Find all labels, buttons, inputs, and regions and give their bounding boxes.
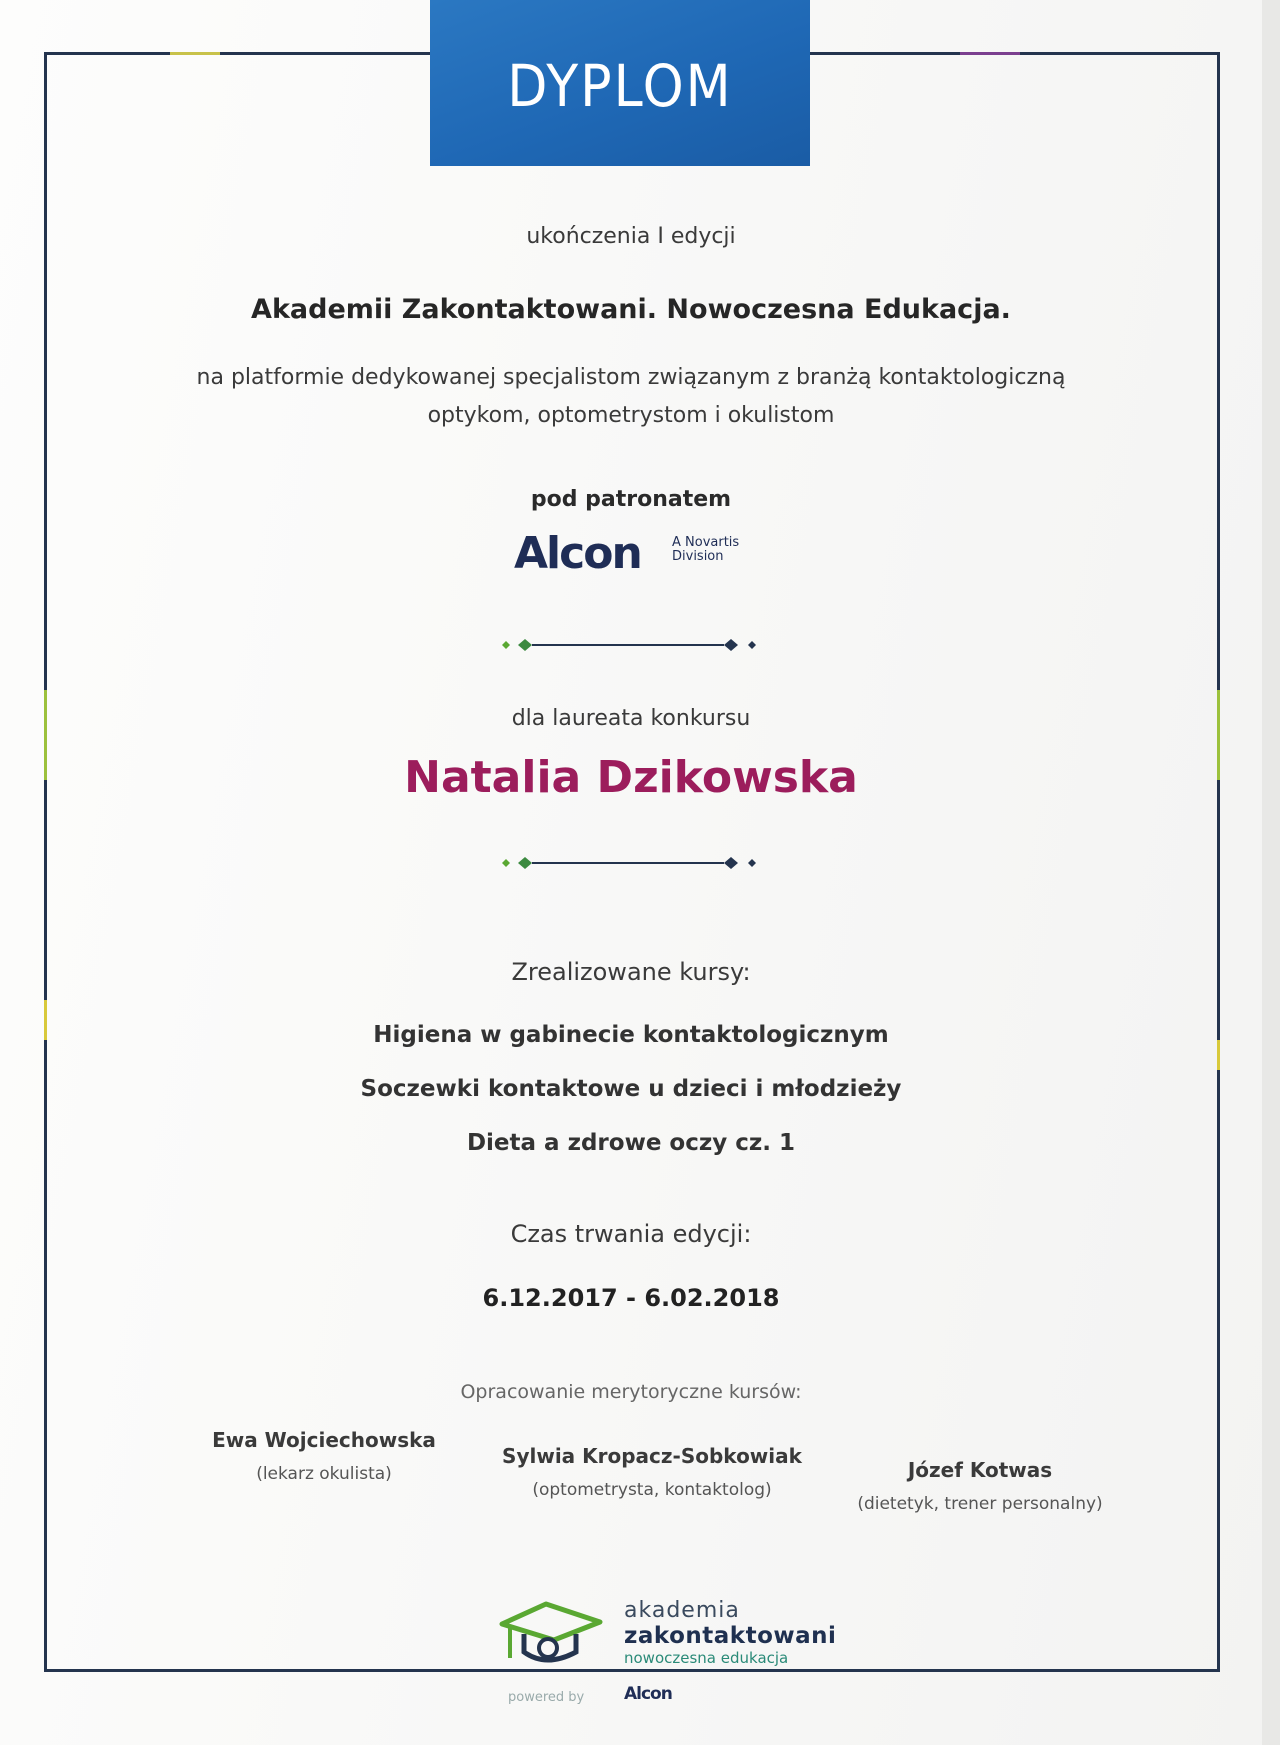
academy-title: Akademii Zakontaktowani. Nowoczesna Edukacja. xyxy=(251,294,1011,325)
intro-line: ukończenia I edycji xyxy=(526,224,736,249)
alcon-tag-line-1: A Novartis xyxy=(672,535,740,550)
author-signature xyxy=(164,1428,484,1484)
author-signature xyxy=(820,1458,1140,1514)
course-item: Higiena w gabinecie kontaktologicznym xyxy=(373,1022,889,1048)
powered-alcon-logo: Alcon xyxy=(624,1684,672,1704)
platform-line-2: optykom, optometrystom i okulistom xyxy=(427,403,835,428)
alcon-tagline xyxy=(672,536,752,564)
ornament-divider-top xyxy=(500,635,760,655)
alcon-wordmark: Alcon xyxy=(514,528,641,579)
ornament-divider-bottom xyxy=(500,853,760,873)
author-role: (dietetyk, trener personalny) xyxy=(857,1494,1103,1514)
author-signature xyxy=(492,1444,812,1500)
author-role: (lekarz okulista) xyxy=(256,1464,392,1484)
graduation-cap-icon xyxy=(496,1600,608,1672)
frame-accent-top-right xyxy=(960,52,1020,55)
frame-accent-top-left xyxy=(170,52,220,55)
courses-label: Zrealizowane kursy: xyxy=(511,958,751,986)
alcon-tag-line-2: Division xyxy=(672,549,724,564)
author-name: Ewa Wojciechowska xyxy=(212,1428,436,1452)
paper-edge xyxy=(1262,0,1280,1745)
academy-logo-line-1: akademia xyxy=(624,1598,740,1623)
author-name: Sylwia Kropacz-Sobkowiak xyxy=(502,1444,802,1468)
duration-label: Czas trwania edycji: xyxy=(510,1220,752,1248)
academy-logo-text xyxy=(624,1598,864,1667)
academy-logo-line-3: nowoczesna edukacja xyxy=(624,1649,789,1667)
patronage-label: pod patronatem xyxy=(530,487,732,512)
diploma-title: DYPLOM xyxy=(507,52,733,120)
platform-line-1: na platformie dedykowanej specjalistom związanym z branżą kontaktologiczną xyxy=(196,365,1066,390)
course-item: Dieta a zdrowe oczy cz. 1 xyxy=(466,1130,796,1156)
diploma-header xyxy=(430,0,810,166)
academy-logo-line-2: zakontaktowani xyxy=(624,1623,837,1649)
authors-label: Opracowanie merytoryczne kursów: xyxy=(460,1381,802,1403)
duration-dates: 6.12.2017 - 6.02.2018 xyxy=(482,1284,780,1312)
laureate-name: Natalia Dzikowska xyxy=(404,752,858,803)
laureate-label: dla laureata konkursu xyxy=(511,706,751,731)
author-name: Józef Kotwas xyxy=(907,1458,1053,1482)
alcon-logo xyxy=(514,528,740,579)
course-item: Soczewki kontaktowe u dzieci i młodzieży xyxy=(360,1076,902,1102)
author-role: (optometrysta, kontaktolog) xyxy=(532,1480,772,1500)
powered-by-label: powered by xyxy=(508,1690,585,1705)
